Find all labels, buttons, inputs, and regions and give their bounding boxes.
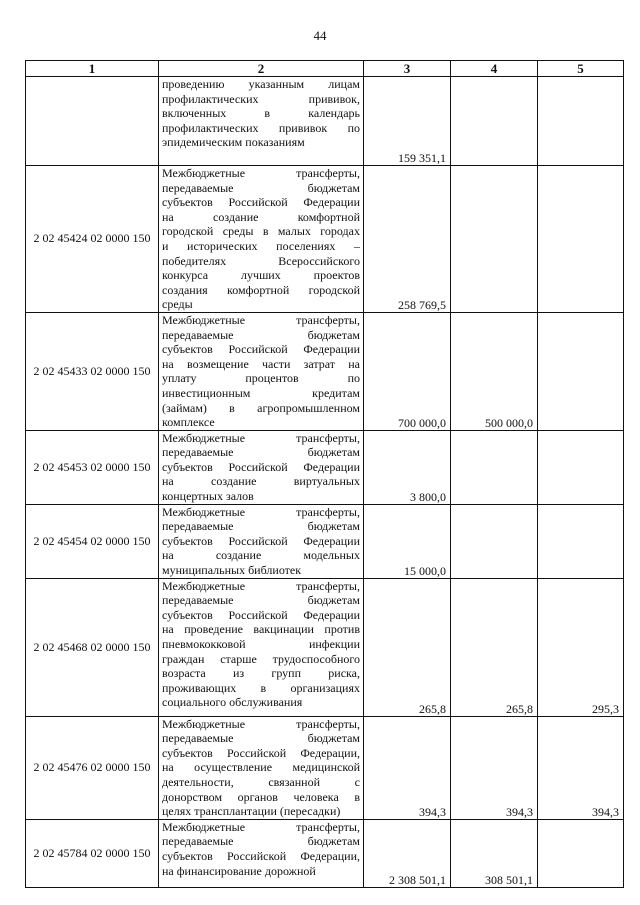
description-line: на создание виртуальных [162, 474, 360, 489]
description-line: целях трансплантации (пересадки) [162, 804, 341, 819]
description-line: профилактических прививок по [162, 120, 360, 135]
description-line: на проведение вакцинации против [162, 622, 360, 637]
amount-v5 [538, 430, 624, 504]
column-header: 2 [159, 61, 364, 77]
amount-v3: 265,8 [364, 578, 451, 716]
description [159, 166, 364, 313]
description-line: возраста из групп риска, [162, 666, 360, 681]
description-line: на возмещение части затрат на [162, 356, 360, 371]
amount-v3: 159 351,1 [364, 77, 451, 166]
budget-code: 2 02 45424 02 0000 150 [26, 166, 159, 313]
description-line: включенных в календарь [162, 106, 360, 121]
description-line: субъектов Российской Федерации, [162, 745, 360, 760]
budget-code: 2 02 45453 02 0000 150 [26, 430, 159, 504]
description [159, 578, 364, 716]
amount-v4 [451, 166, 538, 313]
table-row [26, 312, 624, 430]
header-row [26, 61, 624, 77]
description-line: на осуществление медицинской [162, 760, 360, 775]
description-line: Межбюджетные трансферты, [162, 819, 360, 834]
description [159, 504, 364, 578]
table-row [26, 166, 624, 313]
amount-v4: 265,8 [451, 578, 538, 716]
description-line: передаваемые бюджетам [162, 519, 360, 534]
description-line: субъектов Российской Федерации [162, 342, 360, 357]
amount-v4 [451, 77, 538, 166]
amount-v4 [451, 504, 538, 578]
amount-v4: 394,3 [451, 716, 538, 819]
description-line: (займам) в агропромышленном [162, 400, 360, 415]
budget-code: 2 02 45454 02 0000 150 [26, 504, 159, 578]
description-line: передаваемые бюджетам [162, 445, 360, 460]
description-line: передаваемые бюджетам [162, 731, 360, 746]
description-line: эпидемическим показаниям [162, 135, 305, 150]
description-line: Межбюджетные трансферты, [162, 504, 360, 519]
amount-v4: 500 000,0 [451, 312, 538, 430]
description-line: Межбюджетные трансферты, [162, 716, 360, 731]
amount-v3: 258 769,5 [364, 166, 451, 313]
table-row [26, 77, 624, 166]
description [159, 716, 364, 819]
amount-v3: 15 000,0 [364, 504, 451, 578]
description-line: передаваемые бюджетам [162, 180, 360, 195]
description-line: победителях Всероссийского [162, 253, 360, 268]
budget-code: 2 02 45468 02 0000 150 [26, 578, 159, 716]
table-row [26, 578, 624, 716]
budget-table [25, 60, 624, 888]
description-line: деятельности, связанной с [162, 775, 360, 789]
description-line: субъектов Российской Федерации [162, 195, 360, 210]
description-line: граждан старше трудоспособного [162, 651, 360, 666]
column-header: 1 [26, 61, 159, 77]
amount-v5 [538, 504, 624, 578]
description-line: пневмококковой инфекции [162, 637, 360, 651]
description-line: инвестиционным кредитам [162, 385, 360, 400]
amount-v5 [538, 312, 624, 430]
description-line: субъектов Российской Федерации [162, 459, 360, 474]
description-line: на финансирование дорожной [162, 863, 316, 878]
description-line: социального обслуживания [162, 695, 303, 710]
description-line: среды [162, 297, 193, 312]
description [159, 77, 364, 166]
amount-v3: 394,3 [364, 716, 451, 819]
description-line: городской среды в малых городах [162, 224, 360, 239]
description-line: и исторических поселениях – [162, 238, 360, 253]
description-line: Межбюджетные трансферты, [162, 578, 360, 593]
description-line: комплексе [162, 415, 215, 430]
description [159, 819, 364, 887]
description-line: передаваемые бюджетам [162, 834, 360, 849]
description-line: создания комфортной городской [162, 282, 360, 297]
description-line: проживающих в организациях [162, 680, 360, 695]
description-line: Межбюджетные трансферты, [162, 430, 360, 445]
amount-v3: 3 800,0 [364, 430, 451, 504]
description-line: субъектов Российской Федерации [162, 607, 360, 622]
table-row [26, 430, 624, 504]
amount-v5: 394,3 [538, 716, 624, 819]
amount-v3: 2 308 501,1 [364, 819, 451, 887]
description-line: муниципальных библиотек [162, 563, 302, 578]
budget-code [26, 77, 159, 166]
table-row [26, 716, 624, 819]
table-row [26, 504, 624, 578]
description-line: уплату процентов по [162, 371, 360, 386]
description-line: на создание модельных [162, 548, 360, 563]
description-line: профилактических прививок, [162, 91, 360, 106]
description-line: на создание комфортной [162, 209, 360, 224]
budget-code: 2 02 45784 02 0000 150 [26, 819, 159, 887]
amount-v5: 295,3 [538, 578, 624, 716]
description-line: субъектов Российской Федерации [162, 533, 360, 548]
description-line: передаваемые бюджетам [162, 593, 360, 608]
description-line: Межбюджетные трансферты, [162, 166, 360, 180]
budget-code: 2 02 45433 02 0000 150 [26, 312, 159, 430]
description [159, 312, 364, 430]
column-header: 4 [451, 61, 538, 77]
page-number: 44 [313, 28, 327, 43]
table-row [26, 819, 624, 887]
description-line: субъектов Российской Федерации, [162, 848, 360, 863]
amount-v3: 700 000,0 [364, 312, 451, 430]
column-header: 5 [538, 61, 624, 77]
description-line: конкурса лучших проектов [162, 268, 360, 283]
description-line: передаваемые бюджетам [162, 327, 360, 342]
amount-v5 [538, 77, 624, 166]
description-line: донорством органов человека в [162, 789, 360, 804]
amount-v4: 308 501,1 [451, 819, 538, 887]
description [159, 430, 364, 504]
amount-v5 [538, 166, 624, 313]
description-line: концертных залов [162, 489, 254, 504]
description-line: проведению указанным лицам [162, 77, 360, 91]
amount-v5 [538, 819, 624, 887]
budget-code: 2 02 45476 02 0000 150 [26, 716, 159, 819]
column-header: 3 [364, 61, 451, 77]
description-line: Межбюджетные трансферты, [162, 312, 360, 327]
amount-v4 [451, 430, 538, 504]
